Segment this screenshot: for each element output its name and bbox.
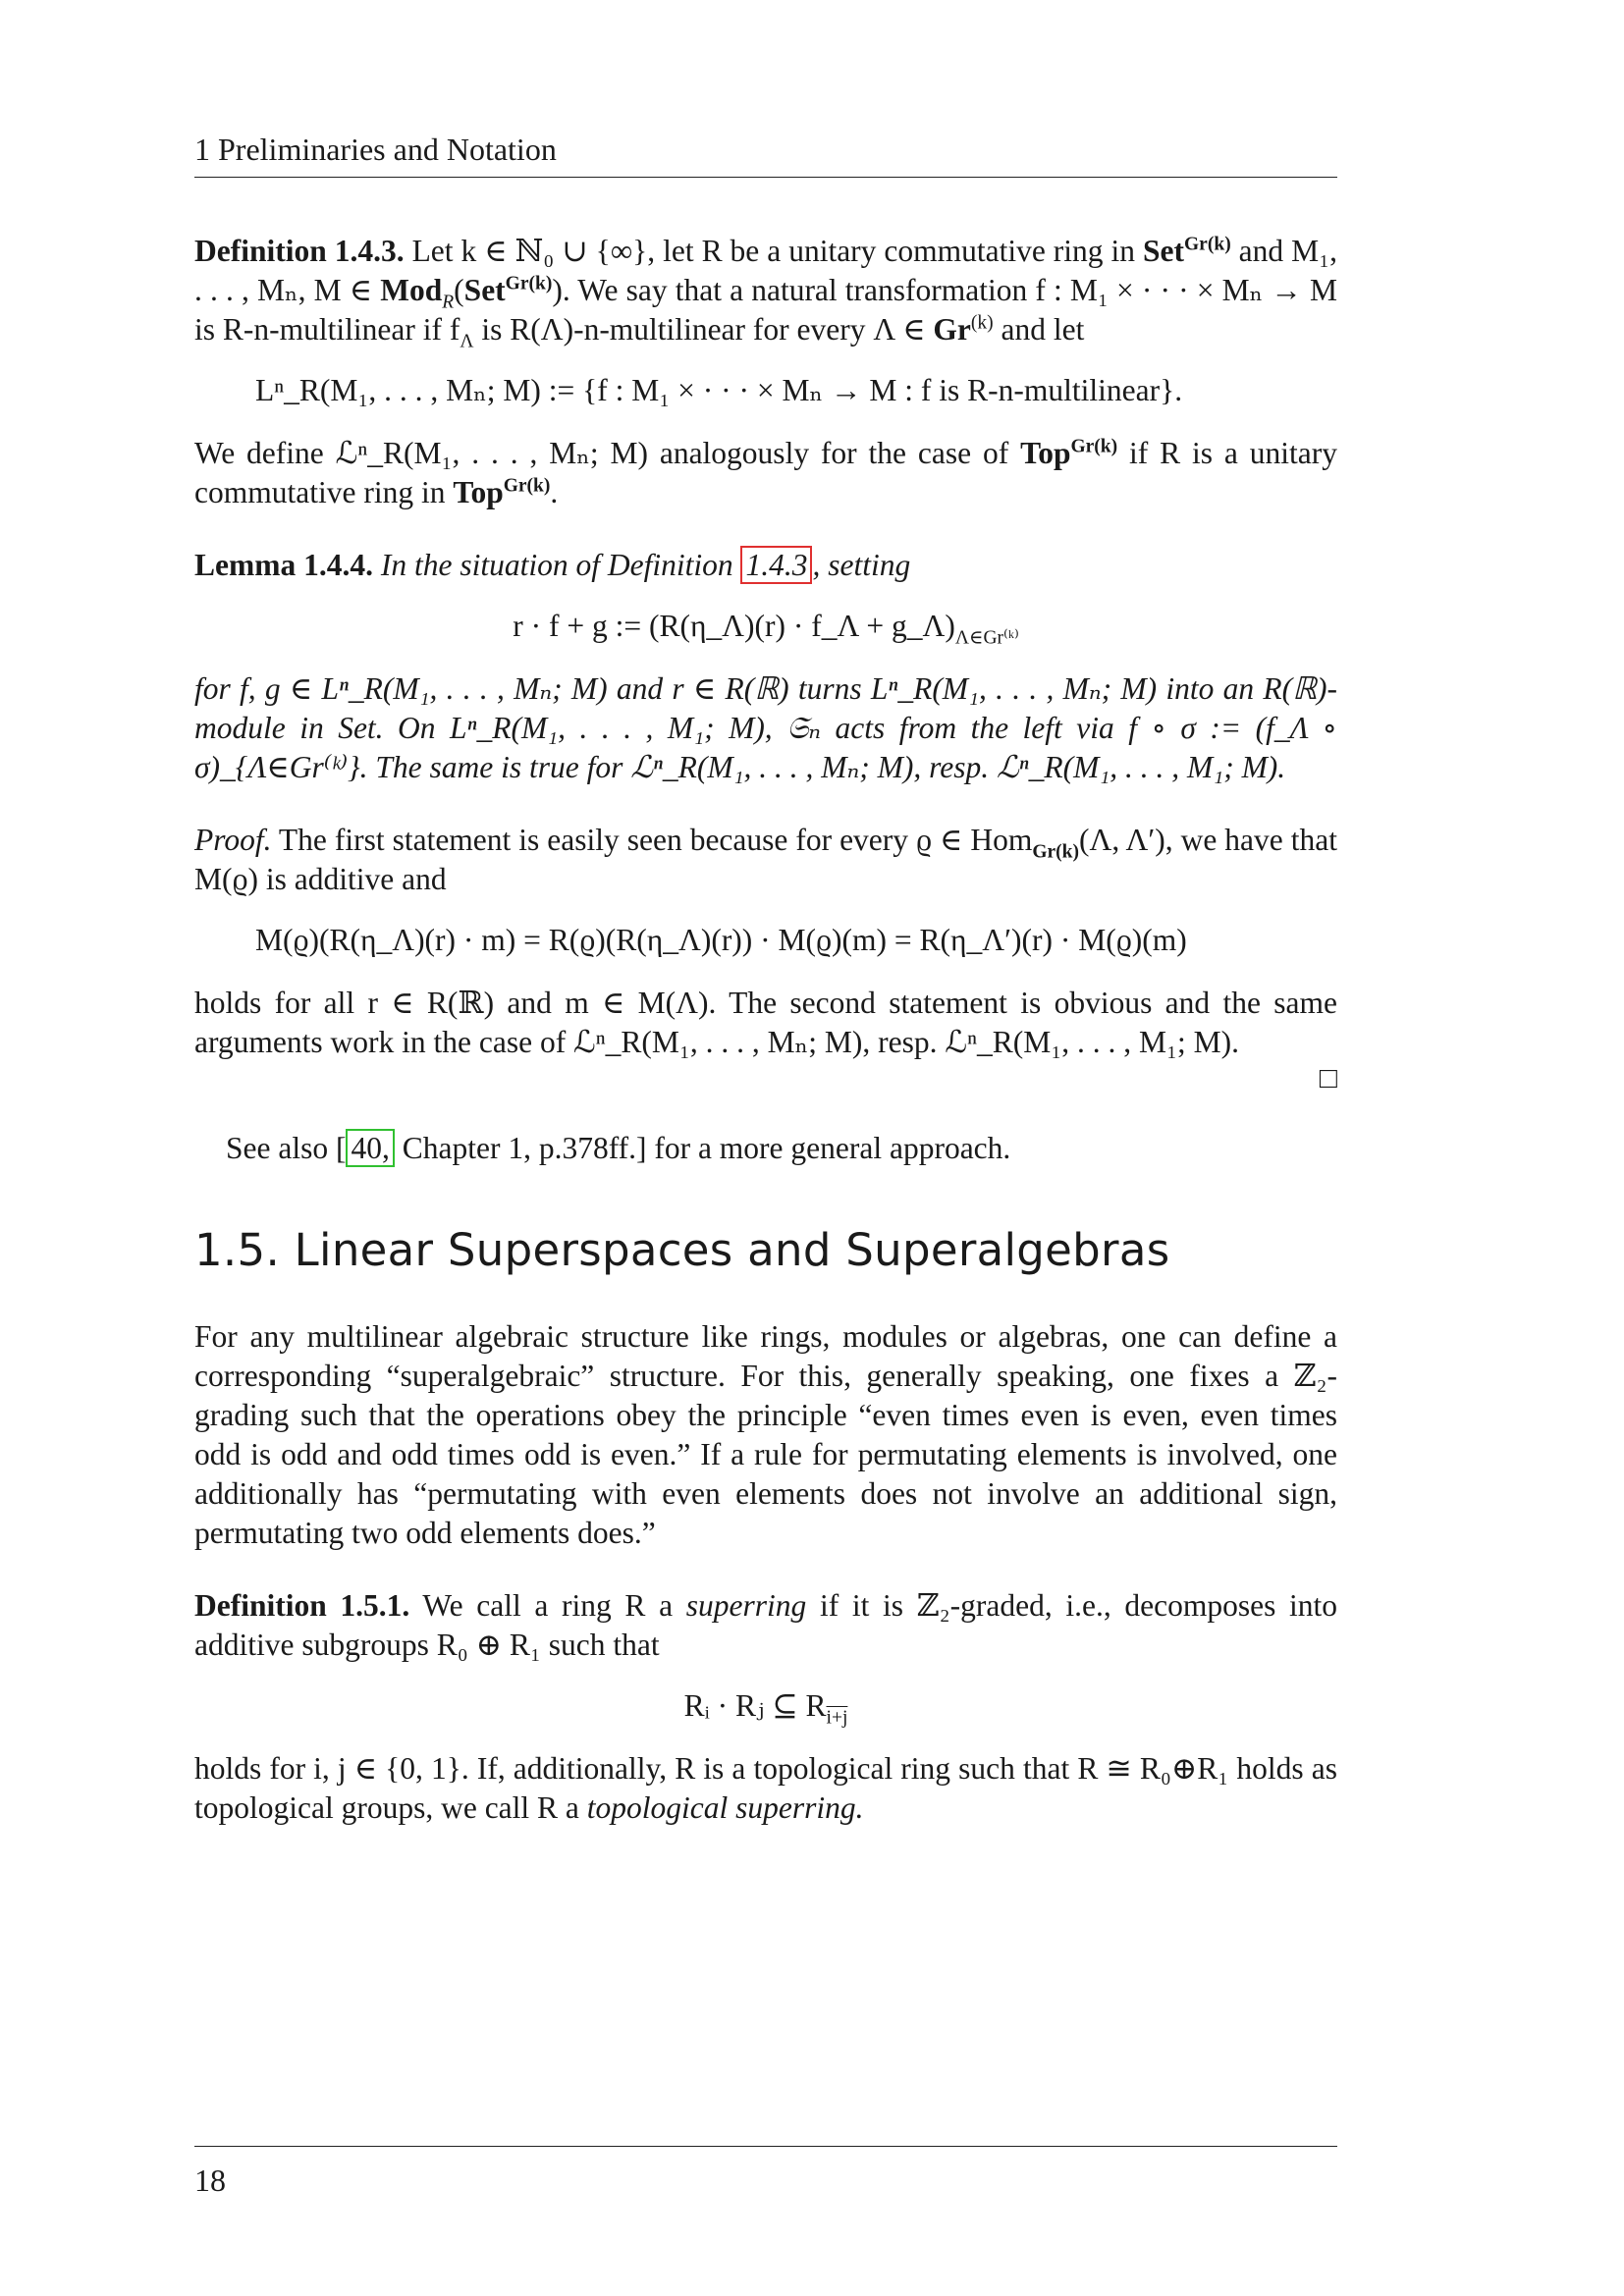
- definition-text: is R(Λ)-n-multilinear for every Λ ∈: [481, 312, 926, 347]
- lemma-text: , setting: [812, 548, 911, 582]
- math-top: Top: [1020, 436, 1071, 470]
- definition-1-5-1: [194, 1586, 1337, 1665]
- display-equation: [194, 921, 1337, 960]
- math-gr-k: Gr(k): [1032, 841, 1080, 863]
- proof-continuation: [194, 984, 1337, 1062]
- definition-text: if R is a unitary commutative ring in: [194, 436, 1337, 509]
- definition-continuation: We define ℒⁿ_R(M₁, . . . , Mₙ; M) analogously for the case of Top$^{Gr(k)}$ if R is a unitary commutative ring in Top$^{Gr(k)}$.: [194, 436, 1337, 509]
- proof-label: Proof.: [194, 823, 272, 857]
- definition-continuation: [194, 1749, 1337, 1828]
- display-equation: [194, 1686, 1337, 1729]
- citation-link[interactable]: 40,: [346, 1129, 394, 1167]
- math-gr-k: Gr(k): [503, 475, 551, 497]
- definition-text: holds for i, j ∈ {0, 1}. If, additionally, R is a topological ring such that R ≅ R₀⊕R₁ holds as topological groups, we call R a: [194, 1751, 1337, 1825]
- section-heading: 1.5. Linear Superspaces and Superalgebras: [194, 1224, 1170, 1276]
- display-equation: [194, 607, 1337, 649]
- definition-text: and M₁, . . . , Mₙ, M ∈: [194, 234, 1337, 307]
- proof: [194, 821, 1337, 899]
- see-also-paragraph: See also [ 40, Chapter 1, p.378ff.] for a more general approach.: [226, 1131, 1011, 1165]
- section-intro: [194, 1317, 1337, 1553]
- defined-term: topological superring.: [586, 1790, 864, 1825]
- lemma-label: Lemma 1.4.4.: [194, 548, 373, 582]
- page-footer: [194, 2146, 1337, 2200]
- math-lambda-sub: Λ: [460, 331, 474, 352]
- page-number: 18: [194, 2163, 226, 2198]
- running-header: [194, 130, 1337, 178]
- equation-subscript: i+j: [826, 1707, 848, 1729]
- definition-1-4-3: Definition 1.4.3. Let k ∈ ℕ₀ ∪ {∞}, let R be a unitary commutative ring in Set$^{Gr(k)}$ and M₁, . . . , Mₙ, M ∈ Mod$_R$(Set$^{Gr(k)}$). We say that a natural transformation f : M₁ × · · · × Mₙ → M is R-n-multilinear if $f_\Lambda$ is R(Λ)-n-multilinear for every Λ ∈ Gr$^{(k)}$ and let: [194, 234, 1338, 352]
- lemma-text: for f, g ∈ Lⁿ_R(M₁, . . . , Mₙ; M) and r ∈ R(ℝ) turns Lⁿ_R(M₁, . . . , Mₙ; M) into an R(ℝ)-module in Set. On Lⁿ_R(M₁, . . . , M₁; M), 𝔖ₙ acts from the left via f ∘ σ := (f_Λ ∘ σ)_{Λ∈Gr⁽ᵏ⁾}. The same is true for ℒⁿ_R(M₁, . . . , Mₙ; M), resp. ℒⁿ_R(M₁, . . . , M₁; M).: [194, 671, 1337, 784]
- equation-module-structure: r · f + g := (R(η_Λ)(r) · f_Λ + g_Λ): [513, 609, 955, 643]
- qed-row: [194, 1062, 1337, 1095]
- math-set: Set: [1143, 234, 1184, 268]
- definition-text: Let k ∈ ℕ₀ ∪ {∞}, let R be a unitary commutative ring in: [411, 234, 1136, 268]
- page-body: [194, 232, 1337, 1828]
- equation-additivity: M(ϱ)(R(η_Λ)(r) · m) = R(ϱ)(R(η_Λ)(r)) · M(ϱ)(m) = R(η_Λ′)(r) · M(ϱ)(m): [255, 923, 1187, 957]
- see-also-text: Chapter 1, p.378ff.] for a more general approach.: [402, 1131, 1011, 1165]
- equation-graded-product: Rᵢ · Rⱼ ⊆ R: [683, 1688, 827, 1723]
- definition-text: and let: [1001, 312, 1085, 347]
- section-intro-text: For any multilinear algebraic structure like rings, modules or algebras, one can define a corresponding “superalgebraic” structure. For this, generally speaking, one fixes a ℤ₂-grading such that the operations obey the principle “even times even is even, even times odd is odd and odd times odd is even.” If a rule for permutating elements is involved, one additionally has “permutating with even elements does not involve an additional sign, permutating two odd elements does.”: [194, 1319, 1337, 1550]
- definition-reference-link[interactable]: 1.4.3: [740, 546, 812, 584]
- math-gr-k: Gr(k): [1184, 234, 1231, 255]
- math-gr-k: Gr(k): [505, 273, 553, 294]
- chapter-title: 1 Preliminaries and Notation: [194, 132, 557, 167]
- proof-text: holds for all r ∈ R(ℝ) and m ∈ M(Λ). The second statement is obvious and the same arguments work in the case of ℒⁿ_R(M₁, . . . , Mₙ; M), resp. ℒⁿ_R(M₁, . . . , M₁; M).: [194, 986, 1337, 1059]
- math-mod: Mod: [380, 273, 443, 307]
- proof-text: (Λ, Λ′), we have that M(ϱ) is additive and: [194, 823, 1337, 896]
- definition-text: We define ℒⁿ_R(M₁, . . . , Mₙ; M) analogously for the case of: [194, 436, 1009, 470]
- paper-page: [194, 0, 1337, 2296]
- math-top: Top: [453, 475, 504, 509]
- definition-label: Definition 1.4.3.: [194, 234, 405, 268]
- qed-symbol: □: [1319, 1062, 1337, 1095]
- math-gr-k: Gr(k): [1070, 436, 1118, 457]
- definition-label: Definition 1.5.1.: [194, 1588, 410, 1623]
- proof-text: The first statement is easily seen because for every ϱ ∈ Hom: [278, 823, 1033, 857]
- lemma-body: [194, 669, 1337, 787]
- definition-text: if it is ℤ₂-graded, i.e., decomposes into additive subgroups R₀ ⊕ R₁ such that: [194, 1588, 1338, 1662]
- display-equation: [194, 371, 1337, 410]
- defined-term: superring: [685, 1588, 807, 1623]
- math-gr: Gr: [933, 312, 971, 347]
- equation-subscript: Λ∈Gr⁽ᵏ⁾: [954, 627, 1019, 649]
- lemma-text: In the situation of Definition: [380, 548, 733, 582]
- math-k-sup: (k): [970, 312, 994, 334]
- definition-text: We call a ring R a: [422, 1588, 674, 1623]
- math-r-sub: R: [442, 292, 455, 313]
- math-set: Set: [463, 273, 506, 307]
- equation-multilinear-set: Lⁿ_R(M₁, . . . , Mₙ; M) := {f : M₁ × · · · × Mₙ → M : f is R-n-multilinear}.: [255, 373, 1183, 407]
- see-also-text: See also: [226, 1131, 329, 1165]
- definition-text: . We say that a natural transformation f : M₁ × · · · × Mₙ → M is R-n-multilinear if f: [194, 273, 1338, 347]
- lemma-1-4-4: [194, 546, 1337, 585]
